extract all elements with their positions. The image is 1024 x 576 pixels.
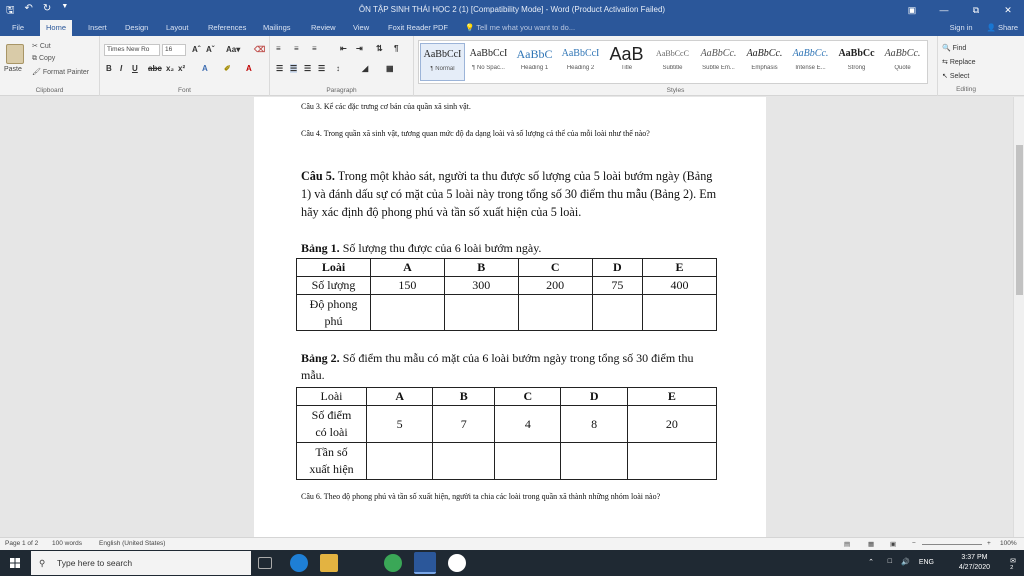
question-3: Câu 3. Kể các đặc trưng cơ bản của quần xã sinh vật.	[301, 102, 471, 111]
style-heading-1[interactable]: AaBbC Heading 1	[516, 47, 553, 71]
table-cell: 5	[367, 406, 433, 443]
scissors-icon: ✂	[32, 43, 38, 50]
styles-group-label: Styles	[666, 87, 685, 94]
paragraph-group	[270, 36, 414, 96]
question-5: Câu 5. Trong một khảo sát, người ta thu được số lượng của 5 loài bướm ngày (Bảng 1) và đánh dấu sự có mặt của 5 loài này trong tổng số 30 điểm thu mẫu (Bảng 2). Em hãy xác định độ phong phú và tần số xuất hiện của 5 loài.	[301, 169, 717, 219]
status-bar	[0, 537, 1024, 550]
shrink-font-icon[interactable]: Aˇ	[206, 45, 215, 54]
table-cell: 400	[643, 277, 717, 295]
numbering-icon[interactable]: ≡	[294, 44, 299, 53]
table-cell: 200	[518, 277, 592, 295]
pilcrow-icon[interactable]: ¶	[394, 44, 399, 53]
web-layout-icon[interactable]: ▣	[890, 541, 897, 548]
table-1	[296, 258, 717, 331]
table2-caption: Bảng 2. Số điểm thu mẫu có mặt của 6 loài bướm ngày trong tổng số 30 điểm thu mẫu.	[301, 351, 694, 382]
table-cell: 20	[627, 406, 716, 443]
table-row	[297, 406, 717, 443]
style-strong[interactable]: AaBbCc Strong	[838, 48, 875, 71]
cursor-icon: ↖	[942, 73, 948, 80]
table-row-label: Độ phong phú	[297, 295, 371, 331]
question-4: Câu 4. Trong quần xã sinh vật, tương quan mức độ đa dạng loài và số lượng cá thể của mỗi loài như thế nào?	[301, 129, 650, 138]
volume-icon[interactable]: 🔊	[901, 559, 910, 566]
tab-foxit-reader-pdf[interactable]: Foxit Reader PDF	[388, 23, 449, 32]
table-header-cell: B	[433, 388, 495, 406]
style-quote[interactable]: AaBbCc. Quote	[884, 48, 921, 71]
table-cell[interactable]	[561, 443, 627, 480]
person-icon: 👤	[986, 23, 996, 32]
copy-button[interactable]: ⧉ Copy	[32, 55, 56, 62]
table-header-cell: E	[627, 388, 716, 406]
question-6: Câu 6. Theo độ phong phú và tần số xuất hiện, người ta chia các loài trong quần xã thành những nhóm loài nào?	[301, 492, 661, 501]
font-name-box[interactable]: Times New Ro	[104, 44, 160, 56]
restore-button[interactable]: ⧉	[972, 5, 980, 15]
table-cell[interactable]	[371, 295, 445, 331]
strikethrough-icon[interactable]: abc	[148, 64, 162, 73]
zoom-slider[interactable]	[922, 544, 982, 545]
zoom-out-icon[interactable]: −	[912, 540, 916, 547]
table-cell[interactable]	[643, 295, 717, 331]
style-no-spacing[interactable]: AaBbCcI ¶ No Spac...	[469, 48, 508, 71]
style-title[interactable]: AaB Title	[609, 44, 644, 71]
word-count[interactable]: 100 words	[52, 540, 82, 547]
windows-logo-icon	[0, 550, 30, 576]
align-center-icon[interactable]: ☰	[290, 64, 298, 73]
table-cell: 7	[433, 406, 495, 443]
print-layout-icon[interactable]: ▦	[868, 541, 875, 548]
table-header-cell: E	[643, 259, 717, 277]
styles-group	[414, 36, 938, 96]
increase-indent-icon[interactable]: ⇥	[356, 44, 363, 53]
style-subtle-emphasis[interactable]: AaBbCc. Subtle Em...	[700, 48, 737, 71]
table-cell: 8	[561, 406, 627, 443]
multilevel-list-icon[interactable]: ≡	[312, 44, 317, 53]
tray-chevron-icon[interactable]: ⌃	[868, 559, 874, 566]
input-language[interactable]: ENG	[918, 559, 934, 566]
sort-icon[interactable]: ⇅	[376, 44, 383, 53]
taskbar-search-box[interactable]: ⚲ Type here to search	[31, 551, 251, 575]
italic-icon[interactable]: I	[120, 64, 123, 73]
shading-icon[interactable]: ◢	[362, 64, 369, 73]
network-icon[interactable]: □	[887, 558, 892, 565]
bullets-icon[interactable]: ≡	[276, 44, 281, 53]
table-header-cell: B	[444, 259, 518, 277]
table-cell: 75	[592, 277, 643, 295]
proofing-language[interactable]: English (United States)	[99, 540, 166, 547]
subscript-icon[interactable]: x₂	[166, 64, 175, 73]
undo-icon[interactable]: ↶	[24, 3, 33, 14]
table-row	[297, 295, 717, 331]
close-button[interactable]: ✕	[1004, 5, 1012, 15]
vertical-scrollbar[interactable]	[1013, 97, 1024, 537]
style-heading-2[interactable]: AaBbCcI Heading 2	[561, 48, 600, 71]
document-area	[0, 97, 1013, 537]
table-row	[297, 277, 717, 295]
format-painter-button[interactable]: 🖌 Format Painter	[32, 69, 90, 76]
clear-formatting-icon[interactable]: ⌫	[254, 45, 266, 54]
line-spacing-icon[interactable]: ↕	[336, 64, 340, 73]
tab-layout[interactable]: Layout	[166, 23, 189, 32]
bold-icon[interactable]: B	[106, 64, 112, 73]
clipboard-group	[0, 36, 100, 96]
table-cell[interactable]	[367, 443, 433, 480]
table-cell[interactable]	[433, 443, 495, 480]
table-header-cell: Loài	[297, 388, 367, 406]
account-area	[950, 20, 1018, 36]
table-row	[297, 259, 717, 277]
word-app-icon[interactable]	[414, 552, 436, 574]
decrease-indent-icon[interactable]: ⇤	[340, 44, 347, 53]
table-header-cell: Loài	[297, 259, 371, 277]
customize-toolbar-icon[interactable]: ▼	[61, 3, 69, 10]
paste-icon[interactable]	[6, 44, 24, 64]
copy-icon: ⧉	[32, 55, 37, 62]
search-icon: ⚲	[39, 558, 46, 568]
grow-font-icon[interactable]: Aˆ	[192, 45, 201, 54]
chrome-icon[interactable]	[384, 554, 402, 572]
style-intense-emphasis[interactable]: AaBbCc. Intense E...	[792, 48, 829, 71]
font-group-label: Font	[177, 87, 191, 94]
file-explorer-icon[interactable]	[320, 554, 338, 572]
align-left-icon[interactable]: ☰	[276, 64, 284, 73]
table-cell: 300	[444, 277, 518, 295]
ribbon-tabs	[0, 20, 1024, 36]
styles-gallery	[418, 40, 928, 84]
zoom-in-icon[interactable]: +	[987, 540, 991, 547]
replace-button[interactable]: ⇆ Replace	[942, 59, 976, 66]
sign-in-link[interactable]: Sign in	[949, 23, 973, 32]
tab-review[interactable]: Review	[311, 23, 336, 32]
table-row	[297, 388, 717, 406]
document-page[interactable]	[254, 97, 766, 537]
highlight-icon[interactable]: ✐	[224, 64, 231, 73]
page-count[interactable]: Page 1 of 2	[5, 540, 39, 547]
share-button[interactable]: 👤 Share	[986, 23, 1018, 32]
table-2	[296, 387, 717, 480]
lightbulb-icon: 💡	[465, 23, 475, 32]
save-icon[interactable]: 🖫	[6, 5, 15, 16]
paste-button[interactable]: Paste	[4, 66, 22, 73]
read-mode-icon[interactable]: ▤	[844, 541, 851, 548]
tab-references[interactable]: References	[208, 23, 247, 32]
paintbrush-icon: 🖌	[32, 69, 41, 76]
table-cell: 150	[371, 277, 445, 295]
replace-icon: ⇆	[942, 59, 948, 66]
table-header-cell: C	[495, 388, 561, 406]
underline-icon[interactable]: U	[132, 64, 138, 73]
windows-taskbar	[0, 550, 1024, 576]
magnifier-icon: 🔍	[942, 45, 951, 52]
change-case-icon[interactable]: Aa▾	[226, 45, 241, 54]
superscript-icon[interactable]: x²	[178, 64, 186, 73]
tab-file[interactable]: File	[12, 23, 25, 32]
table-cell[interactable]	[444, 295, 518, 331]
borders-icon[interactable]: ▦	[386, 64, 394, 73]
tab-insert[interactable]: Insert	[88, 23, 107, 32]
table-cell[interactable]	[592, 295, 643, 331]
style-subtitle[interactable]: AaBbCcC Subtitle	[656, 49, 689, 71]
select-button[interactable]: ↖ Select	[942, 73, 970, 80]
table-cell[interactable]	[495, 443, 561, 480]
table-header-cell: A	[367, 388, 433, 406]
tell-me-box[interactable]: 💡 Tell me what you want to do...	[465, 23, 576, 32]
scrollbar-thumb[interactable]	[1016, 145, 1023, 295]
tab-home[interactable]: Home	[40, 20, 72, 36]
title-bar	[0, 0, 1024, 20]
clipboard-group-label: Clipboard	[35, 87, 64, 94]
window-controls	[896, 0, 1024, 20]
style-normal[interactable]: AaBbCcI ¶ Normal	[420, 43, 465, 81]
table-header-cell: A	[371, 259, 445, 277]
editing-group	[942, 42, 976, 84]
ribbon-home	[0, 36, 1024, 96]
table-row-label: Số lượng	[297, 277, 371, 295]
table-cell[interactable]	[518, 295, 592, 331]
table-cell: 4	[495, 406, 561, 443]
task-view-icon[interactable]	[258, 557, 272, 569]
editing-group-label: Editing	[956, 86, 976, 93]
window-title: ÔN TẬP SINH THÁI HỌC 2 (1) [Compatibility Mode] - Word (Product Activation Failed)	[358, 5, 666, 14]
justify-icon[interactable]: ☰	[318, 64, 326, 73]
font-size-box[interactable]: 16	[162, 44, 186, 56]
table1-caption: Bảng 1. Số lượng thu được của 6 loài bướm ngày.	[301, 241, 542, 255]
align-right-icon[interactable]: ☰	[304, 64, 312, 73]
zoom-level[interactable]: 100%	[1000, 540, 1017, 547]
paragraph-group-label: Paragraph	[326, 87, 357, 94]
table-row	[297, 443, 717, 480]
table-header-cell: C	[518, 259, 592, 277]
font-group	[100, 36, 270, 96]
tab-mailings[interactable]: Mailings	[263, 23, 291, 32]
edge-browser-icon[interactable]	[290, 554, 308, 572]
windows-start-button[interactable]	[0, 550, 30, 576]
style-emphasis[interactable]: AaBbCc. Emphasis	[746, 48, 783, 71]
tab-view[interactable]: View	[353, 23, 370, 32]
messenger-icon[interactable]	[448, 554, 466, 572]
ribbon-display-icon[interactable]: ▣	[907, 5, 917, 15]
table-header-cell: D	[592, 259, 643, 277]
table-row-label: Số điểm có loài	[297, 406, 367, 443]
text-effects-icon[interactable]: A	[202, 64, 208, 73]
table-cell[interactable]	[627, 443, 716, 480]
cut-button[interactable]: ✂ Cut	[32, 43, 51, 50]
tab-design[interactable]: Design	[125, 23, 149, 32]
font-color-icon[interactable]: A	[246, 64, 252, 73]
table-header-cell: D	[561, 388, 627, 406]
find-button[interactable]: 🔍 Find	[942, 45, 967, 52]
minimize-button[interactable]: —	[939, 5, 949, 15]
notification-icon[interactable]: ✉$^2$	[1010, 558, 1016, 571]
table-row-label: Tần số xuất hiện	[297, 443, 367, 480]
redo-icon[interactable]: ↻	[42, 3, 52, 14]
clock[interactable]: 3:37 PM 4/27/2020	[958, 554, 990, 571]
